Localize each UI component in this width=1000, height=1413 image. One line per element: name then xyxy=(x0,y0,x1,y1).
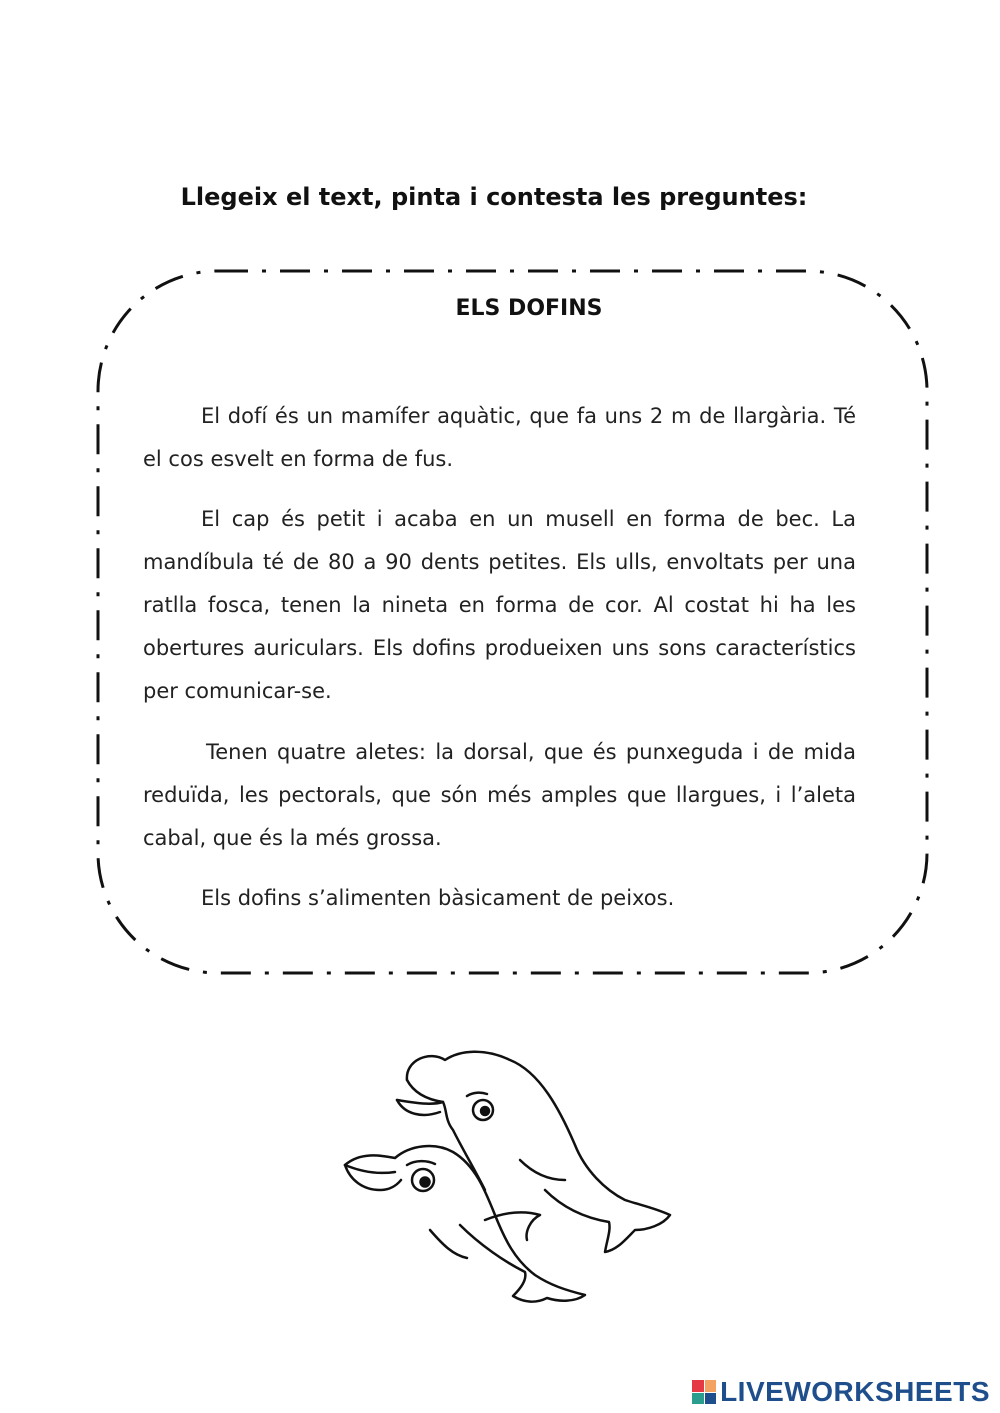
brand-name: LIVEWORKSHEETS xyxy=(720,1376,990,1407)
paragraph-3: Tenen quatre aletes: la dorsal, que és punxeguda i de mida reduïda, les pectorals, que són més amples que llargues, i l’aleta cabal, que és la més grossa. xyxy=(143,740,856,850)
paragraph-2: El cap és petit i acaba en un musell en forma de bec. La mandíbula té de 80 a 90 dents petites. Els ulls, envoltats per una ratlla fosca, tenen la nineta en forma de cor. Al costat hi ha les obertures auriculars. Els dofins produeixen uns sons característics per comunicar-se. xyxy=(143,507,856,703)
paragraph-1: El dofí és un mamífer aquàtic, que fa uns 2 m de llargària. Té el cos esvelt en forma de fus. xyxy=(143,404,856,471)
liveworksheets-logo xyxy=(692,1377,990,1407)
text-title: ELS DOFINS xyxy=(455,296,603,321)
lower-dolphin-icon xyxy=(345,1146,585,1302)
paragraph-4: Els dofins s’alimenten bàsicament de peixos. xyxy=(201,886,675,910)
logo-mark-icon xyxy=(692,1380,716,1404)
instruction-heading: Llegeix el text, pinta i contesta les preguntes: xyxy=(180,183,808,211)
upper-dolphin-icon xyxy=(397,1052,670,1252)
dolphins-illustration xyxy=(335,1040,685,1310)
